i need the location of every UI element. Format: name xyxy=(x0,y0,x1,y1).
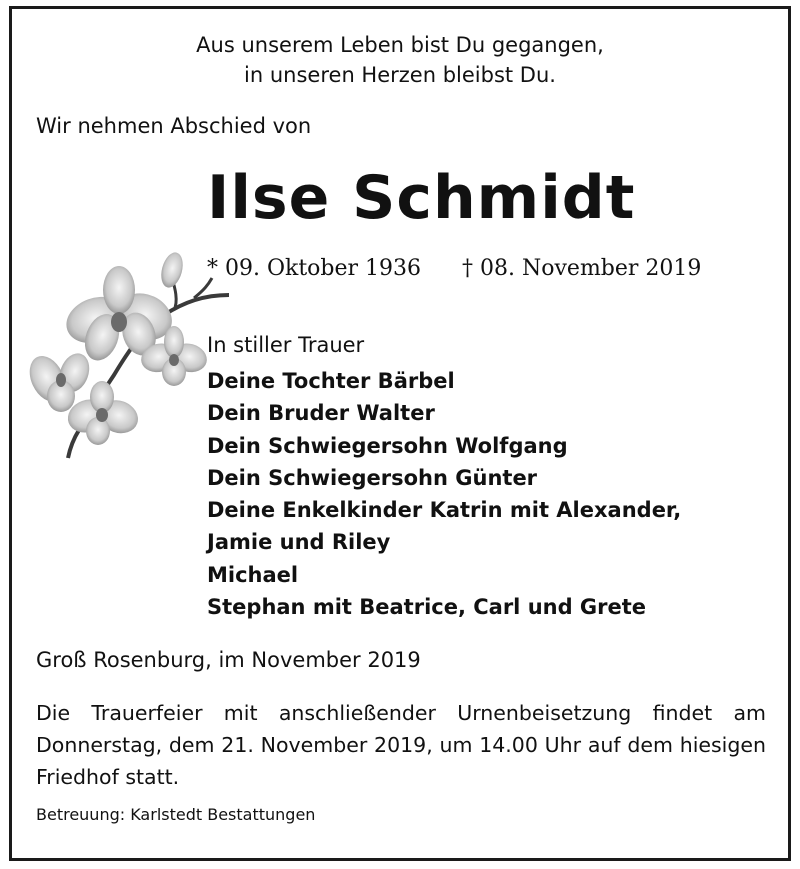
motto-line-1: Aus unserem Leben bist Du gegangen, xyxy=(196,33,604,57)
mourner: Dein Schwiegersohn Wolfgang xyxy=(207,433,568,458)
mourner: Stephan mit Beatrice, Carl und Grete xyxy=(207,595,647,620)
mourner: Deine Enkelkinder Katrin mit Alexander, xyxy=(207,498,682,523)
ceremony-text: Die Trauerfeier mit anschließender Urnenbeisetzung findet am Donnerstag, dem 21. November 2019, um 14.00 Uhr auf dem hiesigen Friedhof statt. xyxy=(36,701,766,789)
mourner: Dein Bruder Walter xyxy=(207,401,435,426)
deceased-name: Ilse Schmidt xyxy=(207,163,636,233)
orchid-icon xyxy=(24,240,234,465)
mourner: Deine Tochter Bärbel xyxy=(207,369,455,393)
death-date: † 08. November 2019 xyxy=(462,256,702,281)
funeral-home-note: Betreuung: Karlstedt Bestattungen xyxy=(36,805,316,824)
intro-text: Wir nehmen Abschied von xyxy=(36,114,312,138)
mourning-heading: In stiller Trauer xyxy=(207,333,365,357)
place-date: Groß Rosenburg, im November 2019 xyxy=(36,648,421,672)
birth-date: * 09. Oktober 1936 xyxy=(207,256,422,281)
life-dates xyxy=(207,256,701,281)
mourner: Michael xyxy=(207,562,299,587)
motto xyxy=(0,30,800,90)
mourner: Dein Schwiegersohn Günter xyxy=(207,465,538,490)
motto-line-2: in unseren Herzen bleibst Du. xyxy=(244,63,556,87)
mourner-list xyxy=(207,365,681,623)
mourner: Jamie und Riley xyxy=(207,530,391,555)
